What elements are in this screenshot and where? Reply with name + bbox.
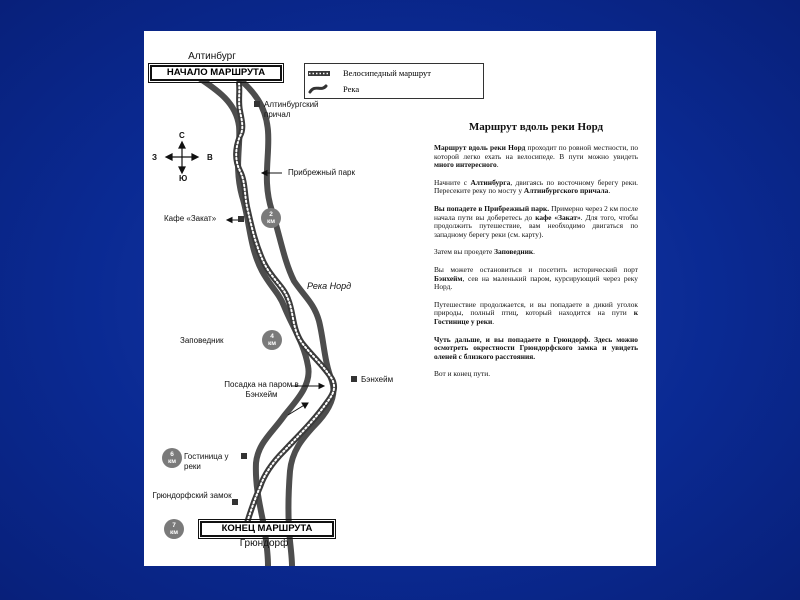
paragraph-7: Чуть дальше, и вы попадаете в Грюндорф. Здесь можно осмотреть окрестности Грюндорфского замка и увидеть оленей с близкого расстояния. xyxy=(434,334,638,361)
start-label: НАЧАЛО МАРШРУТА xyxy=(150,65,282,81)
compass-west: З xyxy=(152,153,158,162)
km-badge-2: 2 км xyxy=(261,208,281,228)
castle-marker xyxy=(232,499,238,505)
km-badge-4: 4 км xyxy=(262,330,282,350)
coastal-park-label: Прибрежный парк xyxy=(288,168,355,177)
pier-label: Алтинбургский причал xyxy=(264,100,319,119)
legend-bike-route: Велосипедный маршрут xyxy=(343,68,431,78)
compass-north: С xyxy=(179,131,185,140)
compass-icon xyxy=(166,142,198,173)
map-legend xyxy=(304,63,484,99)
paragraph-4: Затем вы проедете Заповедник. xyxy=(434,247,535,257)
paragraph-2: Начните с Алтинбурга, двигаясь по восточному берегу реки. Пересеките реку по мосту у Алтинбургского причала. xyxy=(434,177,638,196)
cafe-marker xyxy=(238,216,244,222)
compass-south: Ю xyxy=(179,174,188,183)
km-badge-6: 6 км xyxy=(162,448,182,468)
paragraph-5: Вы можете остановиться и посетить исторический порт Бэнхейм, сев на маленький паром, курсирующий через реку Норд. xyxy=(434,264,638,292)
river-name-label: Река Норд xyxy=(307,281,352,291)
route-description xyxy=(434,121,638,388)
river-east-bank xyxy=(236,76,333,566)
km-badge-7: 7 км xyxy=(164,519,184,539)
ferry-label: Посадка на паром в Бэнхейм xyxy=(224,380,299,399)
end-label: КОНЕЦ МАРШРУТА xyxy=(200,521,334,537)
reserve-label: Заповедник xyxy=(180,336,224,345)
paragraph-1: Маршрут вдоль реки Норд проходит по ровной местности, по которой легко ехать на велосипеде. В пути можно увидеть много интересного. xyxy=(434,143,639,170)
legend-river: Река xyxy=(343,84,360,94)
map-sheet xyxy=(144,31,656,566)
pier-marker xyxy=(254,101,260,107)
cafe-label: Кафе «Закат» xyxy=(164,214,217,223)
town-end-label: Грюндорф xyxy=(239,538,289,549)
castle-label: Грюндорфский замок xyxy=(152,491,232,500)
town-start-label: Алтинбург xyxy=(188,51,236,62)
paragraph-8: Вот и конец пути. xyxy=(434,369,491,379)
benheim-label: Бэнхейм xyxy=(361,375,394,384)
benheim-marker xyxy=(351,376,357,382)
paragraph-6: Путешествие продолжается, и вы попадаете в дикий уголок природы, полный птиц, который находится на пути к Гостинице у реки. xyxy=(434,299,638,326)
paragraph-3: Вы попадете в Прибрежный парк. Примерно через 2 км после начала пути вы доберетесь до кафе «Закат». Для того, чтобы продолжить путешествие, вам необходимо двигаться по западному берегу реки (см. карту). xyxy=(434,203,639,239)
hotel-label: Гостиница у реки xyxy=(184,452,229,471)
compass-east: В xyxy=(207,153,213,162)
article-title: Маршрут вдоль реки Норд xyxy=(468,121,604,133)
hotel-marker xyxy=(241,453,247,459)
